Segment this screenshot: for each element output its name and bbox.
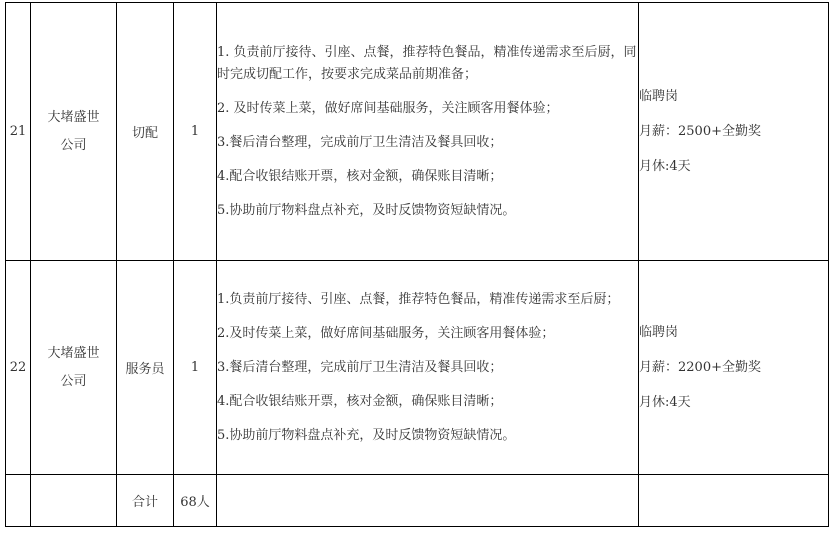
company-name-line: 公司 <box>60 373 87 389</box>
duty-item: 5.协助前厅物料盘点补充，及时反馈物资短缺情况。 <box>217 202 516 218</box>
company-name-line: 大堵盛世 <box>47 345 100 361</box>
term-salary: 月薪：2200+全勤奖 <box>639 359 761 375</box>
row-index: 21 <box>6 3 31 261</box>
term-type: 临聘岗 <box>639 324 679 340</box>
term-salary: 月薪：2500+全勤奖 <box>639 123 761 139</box>
duty-item: 1. 负责前厅接待、引座、点餐，推荐特色餐品，精准传递需求至后厨，同时完成切配工作，按要求完成菜品前期准备； <box>217 44 637 82</box>
empty-cell <box>6 475 31 527</box>
duty-item: 1.负责前厅接待、引座、点餐，推荐特色餐品，精准传递需求至后厨； <box>217 291 620 307</box>
total-count: 68人 <box>174 475 217 527</box>
company-name-line: 大堵盛世 <box>47 109 100 125</box>
duty-item: 2.及时传菜上菜，做好席间基础服务，关注顾客用餐体验； <box>217 325 555 341</box>
company-cell <box>31 261 117 475</box>
headcount-cell: 1 <box>174 261 217 475</box>
position-cell: 服务员 <box>117 261 174 475</box>
duties-cell <box>217 261 639 475</box>
duty-item: 3.餐后清台整理，完成前厅卫生清洁及餐具回收； <box>217 134 503 150</box>
duty-item: 5.协助前厅物料盘点补充，及时反馈物资短缺情况。 <box>217 427 516 443</box>
row-index: 22 <box>6 261 31 475</box>
term-rest: 月休:4天 <box>639 394 691 410</box>
job-table <box>5 2 829 527</box>
headcount-cell: 1 <box>174 3 217 261</box>
company-name-line: 公司 <box>60 137 87 153</box>
duty-item: 4.配合收银结账开票，核对金额，确保账目清晰； <box>217 168 503 184</box>
total-label: 合计 <box>117 475 174 527</box>
duty-item: 3.餐后清台整理，完成前厅卫生清洁及餐具回收； <box>217 359 503 375</box>
table-row <box>6 3 829 261</box>
table-row <box>6 261 829 475</box>
empty-cell <box>639 475 829 527</box>
position-cell: 切配 <box>117 3 174 261</box>
terms-cell <box>639 3 829 261</box>
duty-item: 2. 及时传菜上菜，做好席间基础服务，关注顾客用餐体验； <box>217 100 559 116</box>
duties-cell <box>217 3 639 261</box>
terms-cell <box>639 261 829 475</box>
duty-item: 4.配合收银结账开票，核对金额，确保账目清晰； <box>217 393 503 409</box>
company-cell <box>31 3 117 261</box>
term-rest: 月休:4天 <box>639 158 691 174</box>
empty-cell <box>217 475 639 527</box>
total-row <box>6 475 829 527</box>
empty-cell <box>31 475 117 527</box>
term-type: 临聘岗 <box>639 88 679 104</box>
